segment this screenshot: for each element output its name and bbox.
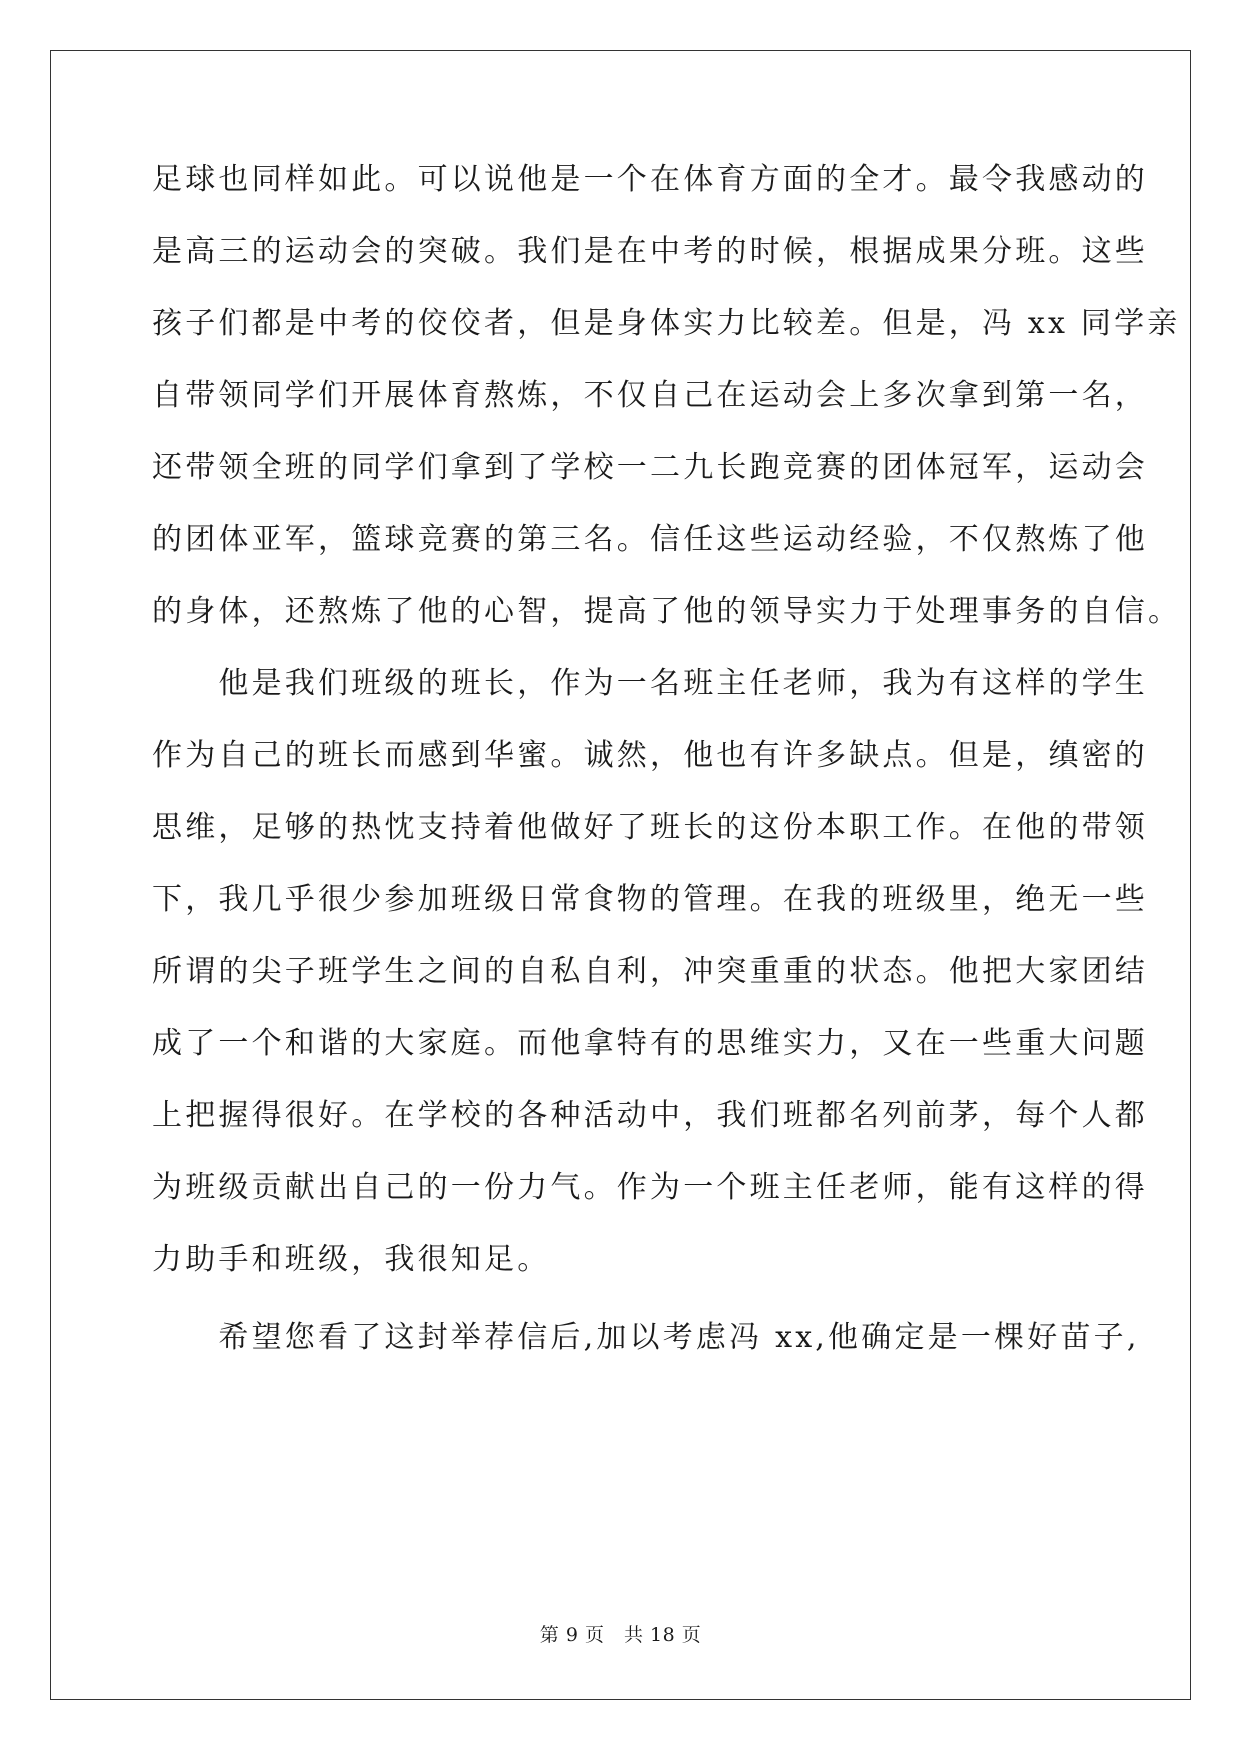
text-line: 所谓的尖子班学生之间的自私自利，冲突重重的状态。他把大家团结 (152, 954, 1148, 989)
text-line: 成了一个和谐的大家庭。而他拿特有的思维实力，又在一些重大问题 (152, 1026, 1148, 1061)
text-line: 是高三的运动会的突破。我们是在中考的时候，根据成果分班。这些 (152, 234, 1148, 269)
page-frame (50, 50, 1191, 1700)
text-line: 上把握得很好。在学校的各种活动中，我们班都名列前茅，每个人都 (152, 1098, 1148, 1133)
text-line: 力助手和班级，我很知足。 (152, 1242, 551, 1277)
text-line: 的团体亚军，篮球竞赛的第三名。信任这些运动经验，不仅熬炼了他 (152, 522, 1148, 557)
page-footer (0, 1620, 1241, 1647)
paragraph-start-line: 他是我们班级的班长，作为一名班主任老师，我为有这样的学生 (152, 666, 1148, 701)
paragraph-start-line: 希望您看了这封举荐信后,加以考虑冯 xx,他确定是一棵好苗子, (152, 1320, 1140, 1355)
page-number-label: 第 9 页 共 18 页 (539, 1624, 702, 1646)
text-line: 作为自己的班长而感到华蜜。诚然，他也有许多缺点。但是，缜密的 (152, 738, 1148, 773)
text-line: 孩子们都是中考的佼佼者，但是身体实力比较差。但是，冯 xx 同学亲 (152, 306, 1181, 341)
text-line: 下，我几乎很少参加班级日常食物的管理。在我的班级里，绝无一些 (152, 882, 1148, 917)
text-line: 还带领全班的同学们拿到了学校一二九长跑竞赛的团体冠军，运动会 (152, 450, 1148, 485)
text-line: 自带领同学们开展体育熬炼，不仅自己在运动会上多次拿到第一名， (152, 378, 1148, 413)
text-line: 思维，足够的热忱支持着他做好了班长的这份本职工作。在他的带领 (152, 810, 1148, 845)
text-line: 足球也同样如此。可以说他是一个在体育方面的全才。最令我感动的 (152, 162, 1148, 197)
text-line: 的身体，还熬炼了他的心智，提高了他的领导实力于处理事务的自信。 (152, 594, 1182, 629)
text-line: 为班级贡献出自己的一份力气。作为一个班主任老师，能有这样的得 (152, 1170, 1148, 1205)
